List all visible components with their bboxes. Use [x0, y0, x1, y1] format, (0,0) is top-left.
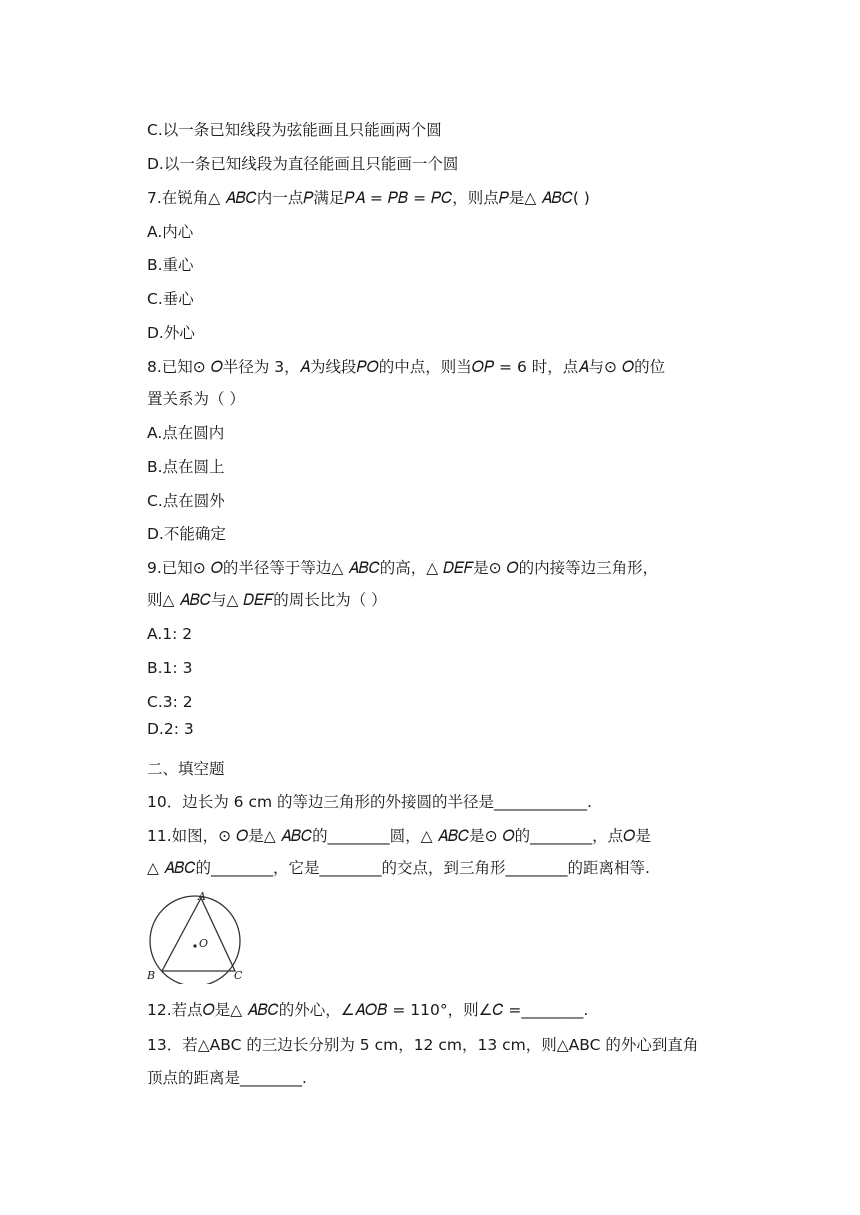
label-o: O [199, 937, 209, 950]
option-b-q7: B.重心 [147, 256, 194, 274]
option-d-q9: D.2: 3 [147, 720, 194, 738]
question-13-line-1: 13．若△ABC 的三边长分别为 5 cm，12 cm，13 cm，则△ABC 的外心到直角 [147, 1036, 699, 1054]
section-heading-fill-in: 二、填空题 [147, 760, 225, 778]
label-c: C [234, 969, 243, 982]
center-point-o [193, 944, 196, 947]
question-7: 7.在锐角△ 𝐴𝐵𝐶内一点𝑃满足𝑃𝐴 = 𝑃𝐵 = 𝑃𝐶，则点𝑃是△ 𝐴𝐵𝐶( ) [147, 189, 590, 207]
option-b-q8: B.点在圆上 [147, 458, 225, 476]
option-c-q8: C.点在圆外 [147, 492, 225, 510]
question-9-line-2: 则△ 𝐴𝐵𝐶与△ 𝐷𝐸𝐹的周长比为（ ） [147, 591, 387, 609]
question-8-line-1: 8.已知⊙ 𝑂半径为 3，𝐴为线段𝑃𝑂的中点，则当𝑂𝑃 = 6 时，点𝐴与⊙ 𝑂的位 [147, 358, 666, 376]
label-a: A [198, 890, 206, 903]
option-c-q6: C.以一条已知线段为弦能画且只能画两个圆 [147, 121, 442, 139]
question-9-line-1: 9.已知⊙ 𝑂的半径等于等边△ 𝐴𝐵𝐶的高，△ 𝐷𝐸𝐹是⊙ 𝑂的内接等边三角形， [147, 559, 659, 577]
option-d-q7: D.外心 [147, 324, 195, 342]
label-b: B [147, 969, 156, 982]
option-a-q7: A.内心 [147, 223, 194, 241]
option-d-q8: D.不能确定 [147, 525, 226, 543]
triangle-abc [162, 898, 235, 971]
question-11-line-2: △ 𝐴𝐵𝐶的________，它是________的交点，到三角形________的距离相等. [147, 859, 650, 877]
option-c-q9: C.3: 2 [147, 693, 193, 711]
question-8-line-2: 置关系为（ ） [147, 390, 245, 408]
option-c-q7: C.垂心 [147, 290, 194, 308]
option-a-q8: A.点在圆内 [147, 424, 225, 442]
question-13-line-2: 顶点的距离是________. [147, 1069, 307, 1087]
option-a-q9: A.1: 2 [147, 625, 193, 643]
option-b-q9: B.1: 3 [147, 659, 193, 677]
question-10: 10．边长为 6 cm 的等边三角形的外接圆的半径是____________. [147, 793, 592, 811]
question-11-line-1: 11.如图，⊙ 𝑂是△ 𝐴𝐵𝐶的________圆，△ 𝐴𝐵𝐶是⊙ 𝑂的________，点𝑂是 [147, 827, 651, 845]
option-d-q6: D.以一条已知线段为直径能画且只能画一个圆 [147, 155, 459, 173]
circumcircle-figure [146, 888, 250, 984]
question-12: 12.若点𝑂是△ 𝐴𝐵𝐶的外心，∠𝐴𝑂𝐵 = 110°，则∠𝐶 =________. [147, 1001, 589, 1019]
